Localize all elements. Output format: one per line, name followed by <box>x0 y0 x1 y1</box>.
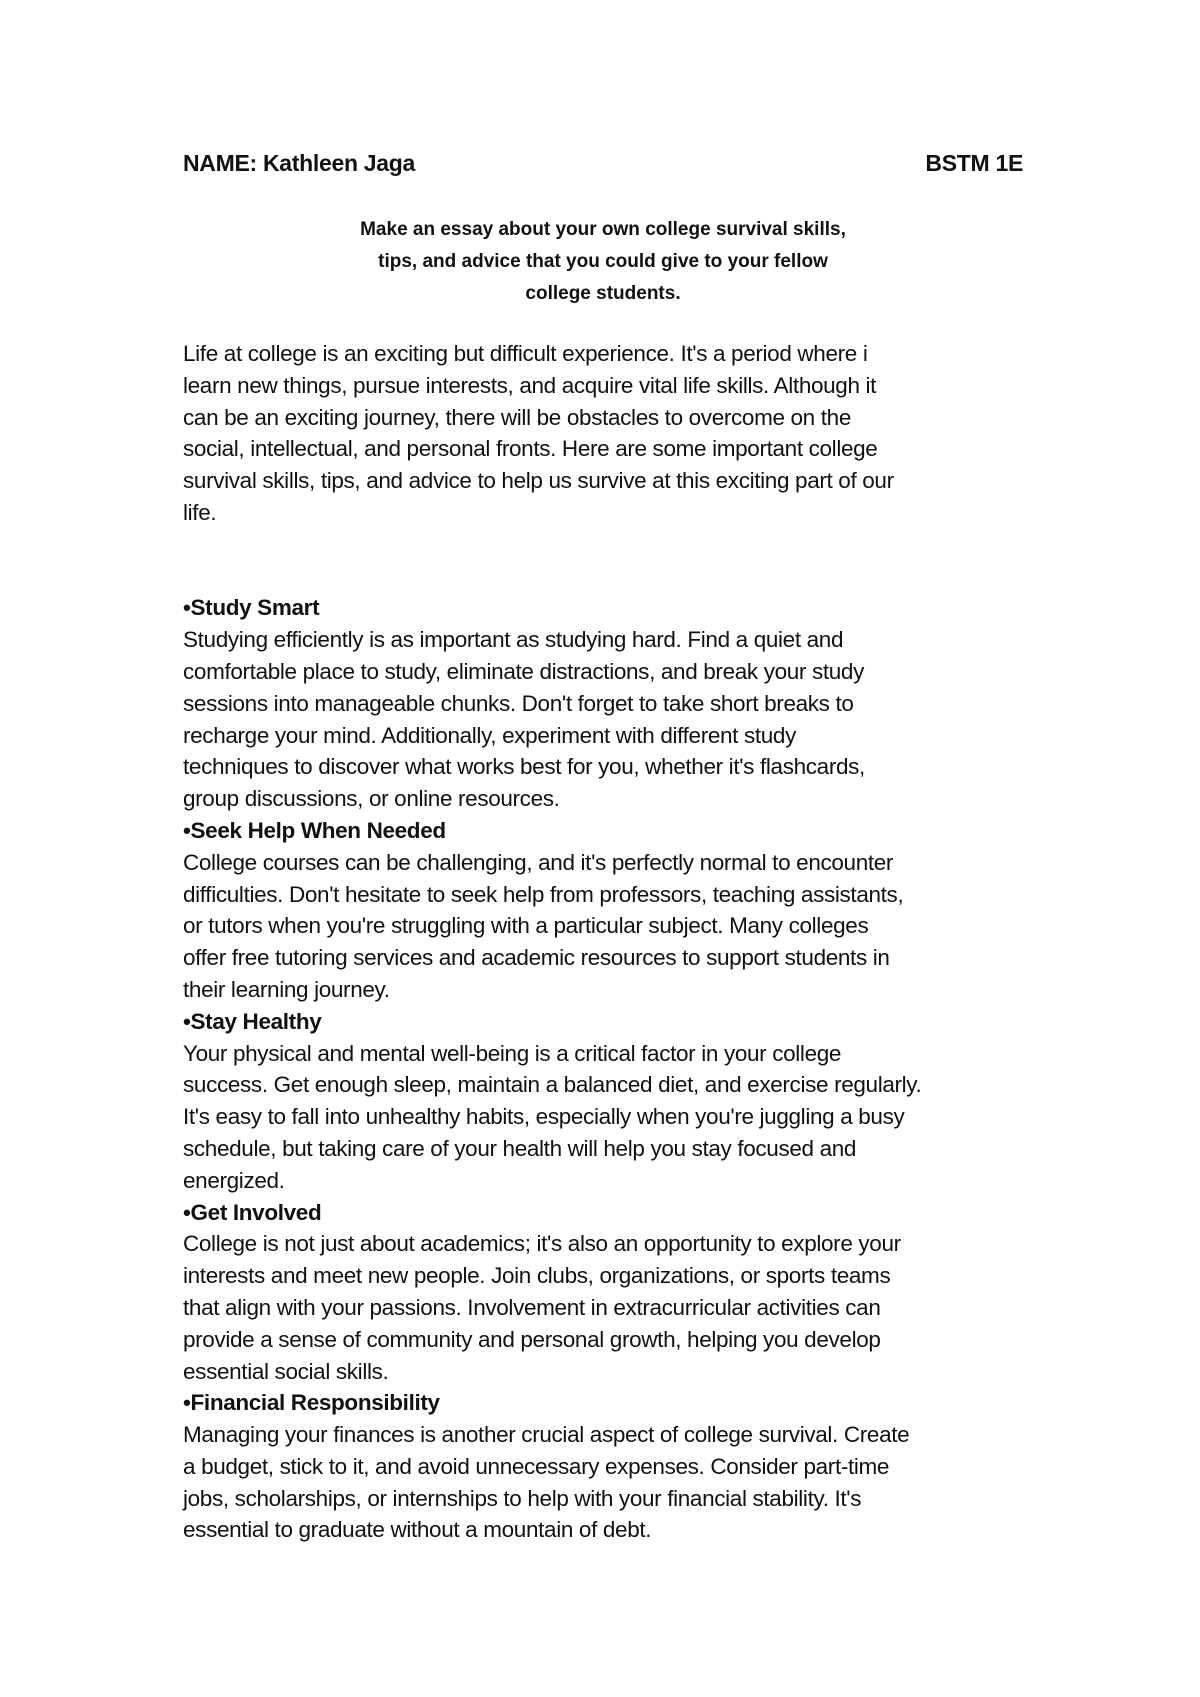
paragraph-line: Managing your finances is another crucial aspect of college survival. Create <box>183 1422 910 1448</box>
paragraph-line: group discussions, or online resources. <box>183 786 560 812</box>
prompt-line: college students. <box>525 283 681 304</box>
paragraph-line: that align with your passions. Involvement in extracurricular activities can <box>183 1294 881 1320</box>
paragraph-line: Your physical and mental well-being is a critical factor in your college <box>183 1040 842 1066</box>
intro-paragraph <box>183 338 1043 529</box>
paragraph-line: essential social skills. <box>183 1358 389 1384</box>
paragraph-line: social, intellectual, and personal fronts. Here are some important college <box>183 436 878 462</box>
paragraph-line: success. Get enough sleep, maintain a balanced diet, and exercise regularly. <box>183 1072 922 1098</box>
section-heading: •Study Smart <box>183 595 320 621</box>
paragraph-line: difficulties. Don't hesitate to seek help from professors, teaching assistants, <box>183 881 904 907</box>
paragraph-line: schedule, but taking care of your health will help you stay focused and <box>183 1135 857 1161</box>
paragraph-line: survival skills, tips, and advice to help us survive at this exciting part of our <box>183 468 894 494</box>
paragraph-line: their learning journey. <box>183 976 390 1002</box>
paragraph-line: Studying efficiently is as important as studying hard. Find a quiet and <box>183 627 844 653</box>
blank-space <box>183 529 1043 593</box>
paragraph-line: interests and meet new people. Join clubs, organizations, or sports teams <box>183 1263 891 1289</box>
class-section: BSTM 1E <box>925 150 1023 176</box>
paragraph-line: jobs, scholarships, or internships to help with your financial stability. It's <box>183 1485 862 1511</box>
essay-prompt <box>183 214 1023 310</box>
paragraph-line: or tutors when you're struggling with a particular subject. Many colleges <box>183 913 869 939</box>
paragraph-line: learn new things, pursue interests, and acquire vital life skills. Although it <box>183 372 877 398</box>
paragraph-line: provide a sense of community and personal growth, helping you develop <box>183 1326 881 1352</box>
paragraph-line: energized. <box>183 1167 285 1193</box>
section-financial-responsibility <box>183 1387 1043 1546</box>
paragraph-line: College courses can be challenging, and it's perfectly normal to encounter <box>183 849 894 875</box>
paragraph-line: offer free tutoring services and academic resources to support students in <box>183 945 890 971</box>
section-heading: •Financial Responsibility <box>183 1390 440 1416</box>
paragraph-line: essential to graduate without a mountain of debt. <box>183 1517 652 1543</box>
prompt-line: tips, and advice that you could give to your fellow <box>378 251 828 272</box>
paragraph-line: sessions into manageable chunks. Don't forget to take short breaks to <box>183 690 854 716</box>
paragraph-line: life. <box>183 499 217 525</box>
document-header <box>183 150 1023 184</box>
essay-body <box>183 338 1043 1546</box>
section-study-smart <box>183 592 1043 815</box>
paragraph-line: Life at college is an exciting but difficult experience. It's a period where i <box>183 341 868 366</box>
paragraph-line: It's easy to fall into unhealthy habits, especially when you're juggling a busy <box>183 1104 905 1130</box>
section-get-involved <box>183 1197 1043 1388</box>
prompt-line: Make an essay about your own college survival skills, <box>360 219 846 240</box>
paragraph-line: recharge your mind. Additionally, experiment with different study <box>183 722 796 748</box>
paragraph-line: can be an exciting journey, there will be obstacles to overcome on the <box>183 404 851 430</box>
paragraph-line: techniques to discover what works best for you, whether it's flashcards, <box>183 754 865 780</box>
paragraph-line: comfortable place to study, eliminate distractions, and break your study <box>183 658 864 684</box>
section-heading: •Seek Help When Needed <box>183 817 446 843</box>
paragraph-line: College is not just about academics; it's also an opportunity to explore your <box>183 1231 901 1257</box>
student-name: NAME: Kathleen Jaga <box>183 150 416 176</box>
section-heading: •Get Involved <box>183 1199 322 1225</box>
section-stay-healthy <box>183 1006 1043 1197</box>
section-seek-help <box>183 815 1043 1006</box>
section-heading: •Stay Healthy <box>183 1008 322 1034</box>
paragraph-line: a budget, stick to it, and avoid unnecessary expenses. Consider part-time <box>183 1453 890 1479</box>
